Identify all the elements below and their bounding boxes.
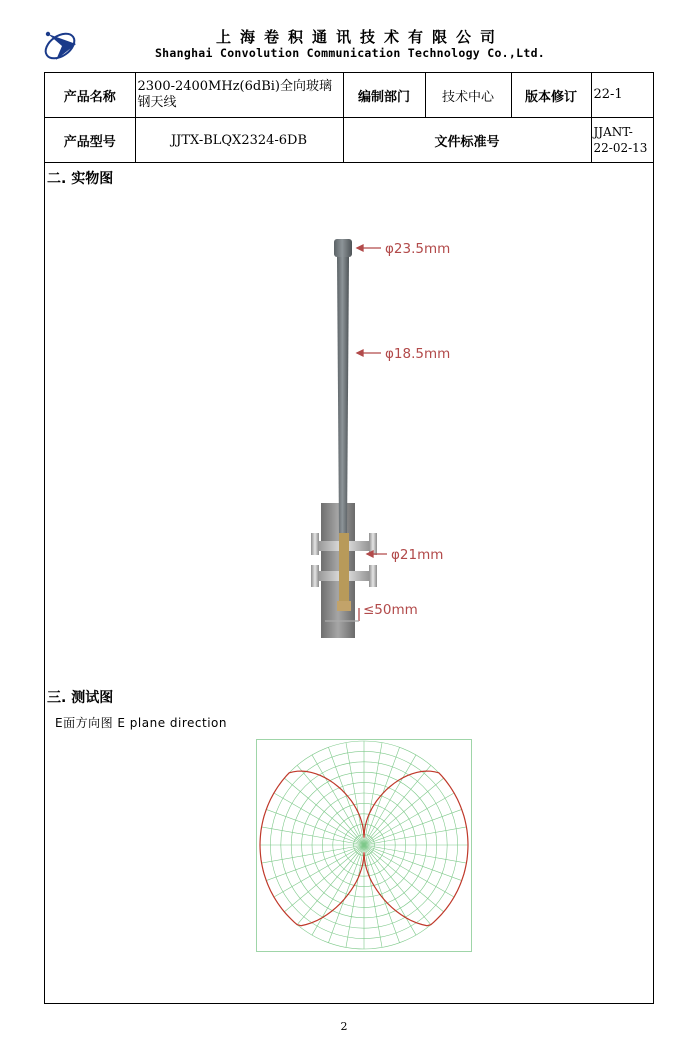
dept-label: 编制部门: [343, 73, 425, 118]
mount-clamps: [311, 533, 377, 611]
section-test-title: 三. 测试图: [47, 690, 114, 706]
page-number: 2: [340, 1020, 348, 1033]
antenna-cap: [334, 239, 352, 257]
antenna-photo: [273, 233, 463, 643]
doc-std-value: JJANT-22-02-13: [591, 118, 653, 163]
e-plane-pattern-chart: [256, 739, 472, 952]
dim-cap-diameter: φ23.5mm: [385, 241, 451, 257]
e-plane-caption: E面方向图 E plane direction: [55, 716, 227, 730]
company-logo-icon: [42, 24, 82, 66]
info-table: [45, 73, 653, 163]
doc-std-label: 文件标准号: [343, 118, 591, 163]
dim-rod-diameter: φ18.5mm: [385, 346, 451, 362]
model-label: 产品型号: [45, 118, 135, 163]
section-photo-title: 二. 实物图: [47, 171, 114, 187]
model-value: JJTX-BLQX2324-6DB: [135, 118, 343, 163]
version-label: 版本修订: [511, 73, 591, 118]
mount-pole: [321, 503, 355, 638]
dept-value: 技术中心: [425, 73, 511, 118]
product-name-label: 产品名称: [45, 73, 135, 118]
document-frame: [44, 72, 654, 1004]
dim-base-diameter: φ21mm: [391, 547, 444, 563]
company-name-en: Shanghai Convolution Communication Technology Co.,Ltd.: [154, 46, 546, 60]
version-value: 22-1: [591, 73, 653, 118]
dim-mount-length: ≤50mm: [363, 602, 418, 618]
product-name-value: 2300-2400MHz(6dBi)全向玻璃钢天线: [135, 73, 343, 118]
company-name-cn: 上海卷积通讯技术有限公司: [215, 28, 504, 46]
antenna-rod: [337, 257, 349, 533]
